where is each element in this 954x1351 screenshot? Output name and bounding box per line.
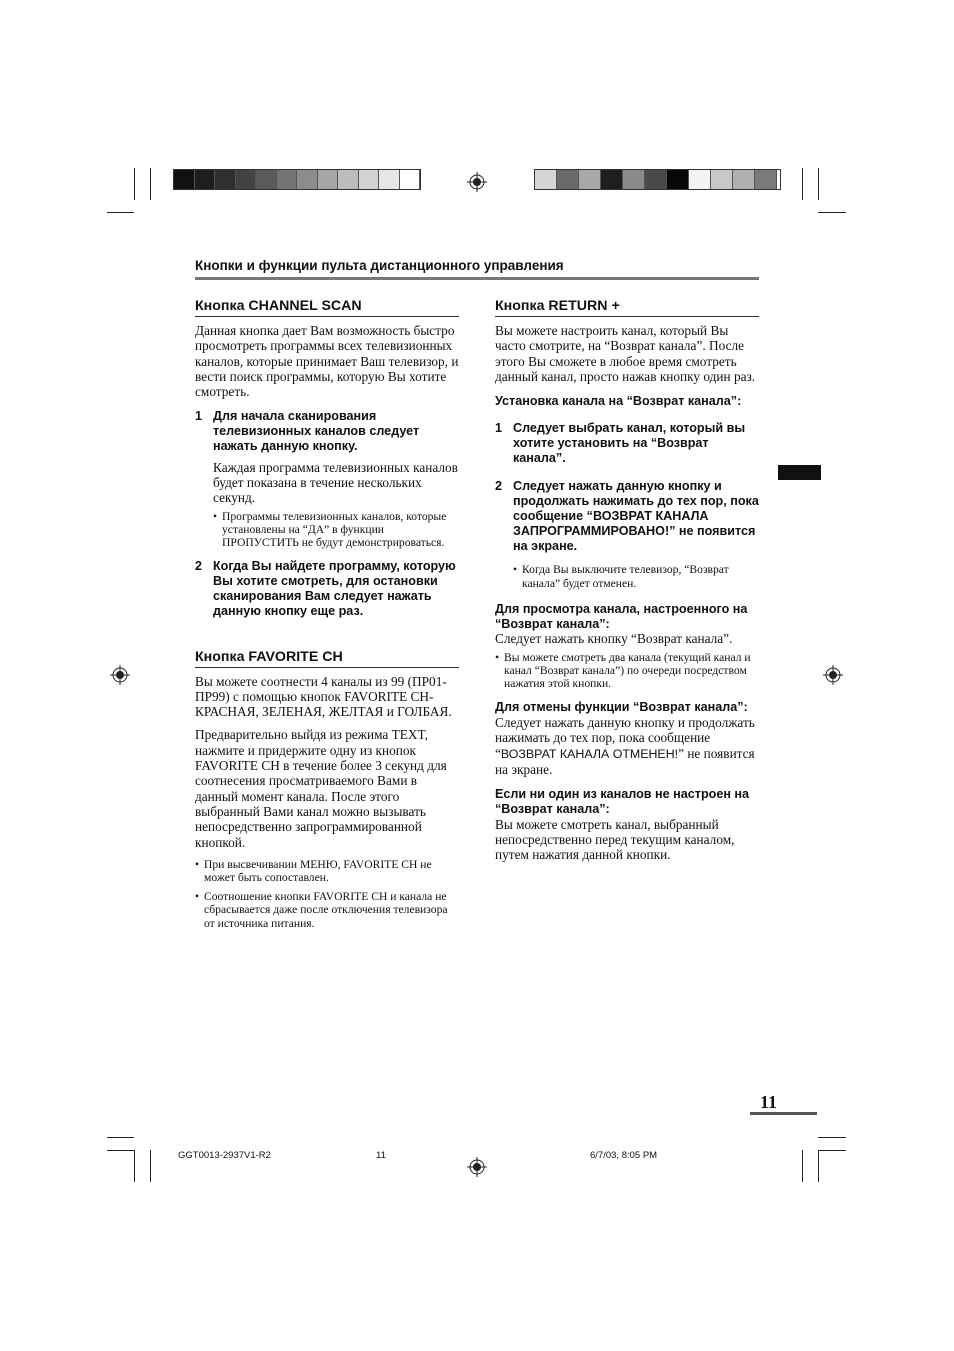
color-swatch	[557, 170, 579, 189]
color-swatch	[359, 170, 380, 189]
crop-mark	[818, 168, 819, 200]
crop-mark	[802, 168, 803, 200]
paragraph-text: Следует нажать данную кнопку и продолжать нажимать до тех пор, пока сообщение “	[495, 715, 755, 761]
note-text: Программы телевизионных каналов, которые установлены на “ДА” в функции ПРОПУСТИТЬ не будут демонстрироваться.	[222, 509, 447, 550]
paragraph: Вы можете соотнести 4 каналы из 99 (ПР01-ПР99) с помощью кнопок FAVORITE CH-КРАСНАЯ, ЗЕЛЕНАЯ, ЖЕЛТАЯ и ГОЛБАЯ.	[195, 673, 452, 720]
bullet-icon: •	[195, 857, 200, 871]
color-swatch	[711, 170, 733, 189]
footer-page: 11	[376, 1150, 386, 1161]
note-text: Соотношение кнопки FAVORITE CH и канала не сбрасывается даже после отключения телевизора от источника питания.	[204, 890, 448, 930]
registration-mark-icon	[467, 1157, 487, 1177]
note	[495, 651, 759, 691]
note	[513, 563, 759, 589]
footer-datetime: 6/7/03, 8:05 PM	[590, 1150, 658, 1161]
page-number-rule	[750, 1112, 817, 1115]
note	[195, 890, 459, 930]
crop-mark	[818, 1150, 819, 1182]
step-text: Когда Вы найдете программу, которую Вы хотите смотреть, для остановки сканирования Вам следует нажать данную кнопку еще раз.	[213, 559, 456, 618]
color-swatch	[318, 170, 339, 189]
color-swatch	[400, 170, 421, 189]
color-swatch	[601, 170, 623, 189]
grayscale-bar-right	[534, 169, 781, 190]
color-swatch	[195, 170, 216, 189]
left-column	[195, 298, 459, 936]
bullet-icon: •	[495, 650, 500, 664]
color-swatch	[755, 170, 777, 189]
crop-mark	[150, 168, 151, 200]
color-swatch	[379, 170, 400, 189]
crop-mark	[107, 1150, 134, 1151]
color-swatch	[236, 170, 257, 189]
subheading: Для просмотра канала, настроенного на “Возврат канала”:	[495, 601, 748, 631]
color-swatch	[689, 170, 711, 189]
step-text: Следует выбрать канал, который вы хотите установить на “Возврат канала”.	[513, 420, 746, 465]
screen-message: ВОЗВРАТ КАНАЛА ОТМЕНЕН!	[500, 746, 679, 761]
header-rule	[195, 277, 759, 280]
color-swatch	[277, 170, 298, 189]
favorite-ch-section	[195, 649, 459, 930]
step-number: 2	[195, 559, 203, 574]
subheading: Для отмены функции “Возврат канала”:	[495, 700, 748, 715]
step-number: 2	[495, 479, 503, 494]
page-number: 11	[760, 1092, 778, 1112]
crop-mark	[107, 1137, 134, 1138]
footer-code: GGT0013-2937V1-R2	[178, 1150, 271, 1161]
step	[495, 421, 759, 465]
color-swatch	[623, 170, 645, 189]
paragraph	[495, 715, 759, 777]
paragraph: Следует нажать кнопку “Возврат канала”.	[495, 631, 733, 647]
bullet-icon: •	[195, 890, 200, 904]
section-tab-marker	[778, 465, 821, 480]
color-swatch	[579, 170, 601, 189]
color-swatch	[297, 170, 318, 189]
paragraph: Вы можете смотреть канал, выбранный непосредственно перед текущим каналом, путем нажатия данной кнопки.	[495, 816, 735, 863]
color-swatch	[215, 170, 236, 189]
step-text: Следует нажать данную кнопку и продолжать нажимать до тех пор, пока сообщение “ВОЗВРАТ КАНАЛА ЗАПРОГРАММИРОВАНО!” не появится на экране.	[513, 479, 759, 553]
bullet-icon: •	[513, 563, 518, 577]
crop-mark	[818, 212, 846, 213]
color-swatch	[256, 170, 277, 189]
registration-mark-icon	[110, 665, 130, 685]
note	[213, 510, 459, 550]
crop-mark	[818, 1137, 846, 1138]
subheading: Установка канала на “Возврат канала”:	[495, 394, 742, 409]
color-swatch	[645, 170, 667, 189]
crop-mark	[802, 1150, 803, 1182]
section-title: Кнопка RETURN +	[495, 298, 759, 317]
step-detail: Каждая программа телевизионных каналов будет показана в течение нескольких секунд.	[213, 459, 458, 506]
crop-mark	[134, 1150, 135, 1182]
crop-mark	[818, 1150, 846, 1151]
grayscale-bar-left	[173, 169, 421, 190]
color-swatch	[535, 170, 557, 189]
crop-mark	[134, 168, 135, 200]
registration-mark-icon	[467, 172, 487, 192]
note-text: При высвечивании МЕНЮ, FAVORITE CH не может быть сопоставлен.	[204, 857, 432, 885]
channel-scan-section	[195, 298, 459, 619]
paragraph-text: ” не появится на экране.	[495, 745, 755, 777]
bullet-icon: •	[213, 509, 218, 523]
color-swatch	[174, 170, 195, 189]
section-title: Кнопка FAVORITE CH	[195, 649, 459, 668]
color-swatch	[733, 170, 755, 189]
note	[195, 858, 459, 884]
step	[495, 479, 759, 553]
note-text: Вы можете смотреть два канала (текущий канал и канал “Возврат канала”) по очереди посредством нажатия этой кнопки.	[504, 650, 751, 691]
registration-mark-icon	[823, 665, 843, 685]
step-text: Для начала сканирования телевизионных каналов следует нажать данную кнопку.	[213, 409, 420, 454]
section-intro: Вы можете настроить канал, который Вы часто смотрите, на “Возврат канала”. После этого Вы сможете в любое время смотреть данный канал, просто нажав кнопку один раз.	[495, 323, 756, 384]
page-header: Кнопки и функции пульта дистанционного управления	[195, 258, 564, 273]
step-number: 1	[195, 409, 203, 424]
crop-mark	[150, 1150, 151, 1182]
section-intro: Данная кнопка дает Вам возможность быстро просмотреть программы всех телевизионных каналов, которые принимает Ваш телевизор, и вести поиск программы, которую Вы хотите смотреть.	[195, 323, 459, 400]
subheading: Если ни один из каналов не настроен на “Возврат канала”:	[495, 787, 750, 817]
step	[195, 409, 459, 453]
note-text: Когда Вы выключите телевизор, “Возврат канала” будет отменен.	[522, 563, 729, 590]
crop-mark	[107, 212, 134, 213]
section-title: Кнопка CHANNEL SCAN	[195, 298, 459, 317]
right-column	[495, 298, 759, 871]
paragraph: Предварительно выйдя из режима TEXT, нажмите и придержите одну из кнопок FAVORITE CH в течение более 3 секунд для соотнесения просматриваемого Вами в данный момент канала. После этого выбранный Вами канал можно вызывать непосредственно запрограммированной кнопкой.	[195, 727, 447, 850]
return-section	[495, 298, 759, 863]
step	[195, 559, 459, 618]
color-swatch	[667, 170, 689, 189]
step-number: 1	[495, 420, 503, 435]
color-swatch	[338, 170, 359, 189]
